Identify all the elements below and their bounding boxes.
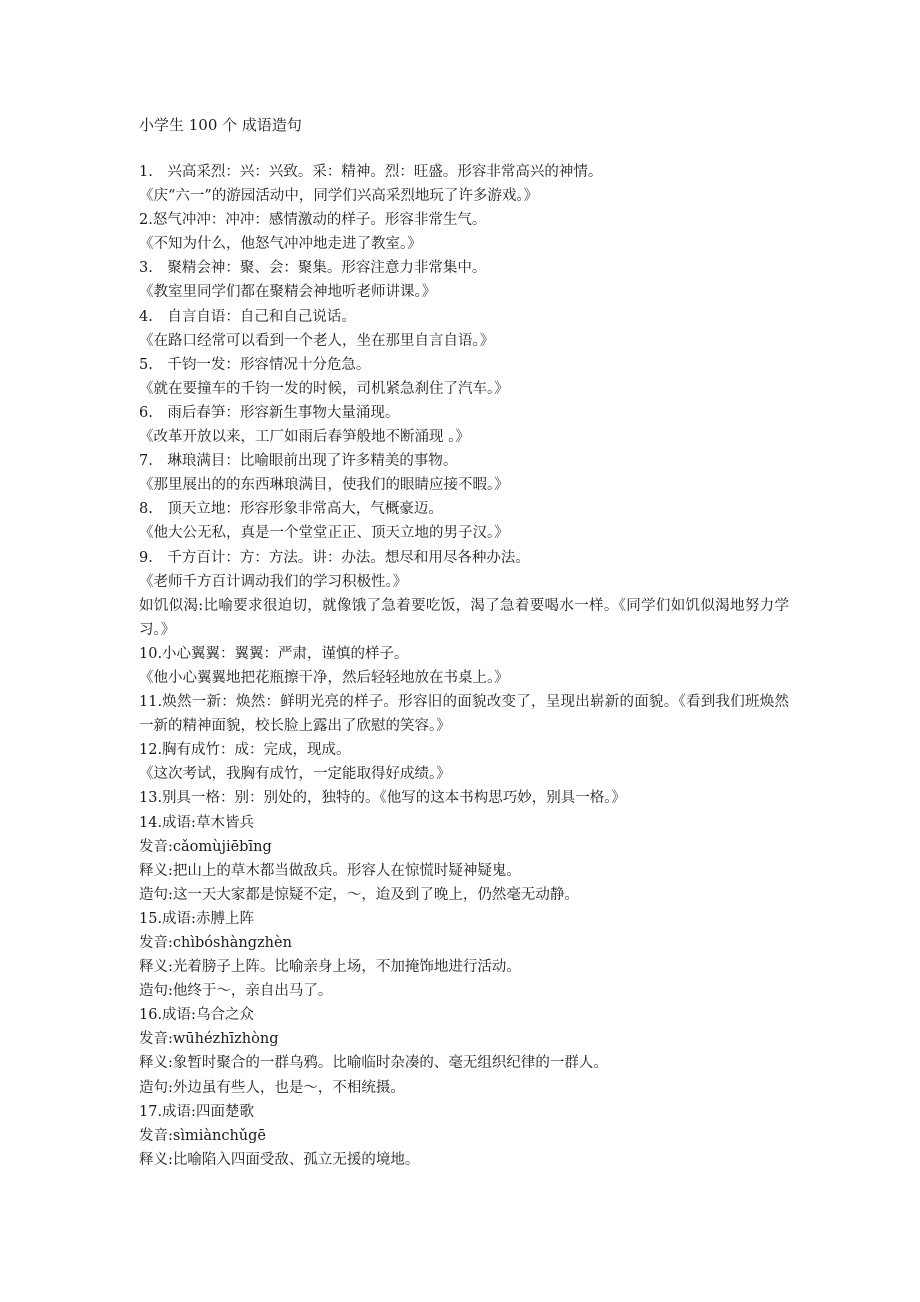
text-line: 《教室里同学们都在聚精会神地听老师讲课。》 xyxy=(139,284,437,301)
text-line: 《他大公无私，真是一个堂堂正正、顶天立地的男子汉。》 xyxy=(139,525,509,542)
text-line: 《就在要撞车的千钧一发的时候，司机紧急刹住了汽车。》 xyxy=(139,380,509,397)
document-title: 小学生 100 个 成语造句 xyxy=(139,116,302,134)
text-line: 《这次考试，我胸有成竹，一定能取得好成绩。》 xyxy=(139,766,451,783)
idiom-list xyxy=(139,160,789,1172)
text-line: 《老师千方百计调动我们的学习积极性。》 xyxy=(139,573,408,590)
text-line: 2.怒气冲冲：冲冲：感情激动的样子。形容非常生气。 xyxy=(139,212,487,229)
text-line: 《不知为什么，他怒气冲冲地走进了教室。》 xyxy=(139,236,422,253)
text-line: 造句:他终于～，亲自出马了。 xyxy=(139,983,333,1000)
text-line: 7. 琳琅满目：比喻眼前出现了许多精美的事物。 xyxy=(139,453,458,470)
text-line: 释义:比喻陷入四面受敌、孤立无援的境地。 xyxy=(139,1151,420,1168)
text-line: 9. 千方百计：方：方法。讲：办法。想尽和用尽各种办法。 xyxy=(139,549,530,566)
text-line: 释义:象暂时聚合的一群乌鸦。比喻临时杂凑的、毫无组织纪律的一群人。 xyxy=(139,1055,608,1072)
text-line: 发音:sìmiànchǔgē xyxy=(139,1127,266,1144)
text-line: 《那里展出的的东西琳琅满目，使我们的眼睛应接不暇。》 xyxy=(139,477,509,494)
text-line: 《在路口经常可以看到一个老人，坐在那里自言自语。》 xyxy=(139,332,495,349)
text-line: 13.别具一格：别：别处的，独特的。《他写的这本书构思巧妙，别具一格。》 xyxy=(139,790,627,807)
text-line: 15.成语:赤膊上阵 xyxy=(139,910,254,927)
text-line: 释义:光着膀子上阵。比喻亲身上场，不加掩饰地进行活动。 xyxy=(139,959,521,976)
text-line: 如饥似渴:比喻要求很迫切，就像饿了急着要吃饭，渴了急着要喝水一样。《同学们如饥似渴地努力学习。》 xyxy=(139,597,789,638)
text-line: 11.焕然一新：焕然：鲜明光亮的样子。形容旧的面貌改变了，呈现出崭新的面貌。《看到我们班焕然一新的精神面貌，校长脸上露出了欣慰的笑容。》 xyxy=(139,694,789,735)
text-line: 发音:cǎomùjiēbīng xyxy=(139,838,272,855)
text-line: 5. 千钧一发：形容情况十分危急。 xyxy=(139,356,371,373)
text-line: 《庆“六一”的游园活动中，同学们兴高采烈地玩了许多游戏。》 xyxy=(139,188,539,205)
text-line: 4. 自言自语：自己和自己说话。 xyxy=(139,308,356,325)
text-line: 10.小心翼翼：翼翼：严肃，谨慎的样子。 xyxy=(139,645,409,662)
text-line: 17.成语:四面楚歌 xyxy=(139,1103,254,1120)
text-line: 发音:wūhézhīzhòng xyxy=(139,1031,279,1048)
text-line: 发音:chìbóshàngzhèn xyxy=(139,935,292,951)
text-line: 《他小心翼翼地把花瓶擦干净，然后轻轻地放在书桌上。》 xyxy=(139,669,509,686)
text-line: 1. 兴高采烈：兴：兴致。采：精神。烈：旺盛。形容非常高兴的神情。 xyxy=(139,164,603,180)
text-line: 造句:这一天大家都是惊疑不定，～，迨及到了晚上，仍然毫无动静。 xyxy=(139,886,579,903)
text-line: 造句:外边虽有些人，也是～，不相统摄。 xyxy=(139,1079,405,1096)
text-line: 8. 顶天立地：形容形象非常高大，气概豪迈。 xyxy=(139,501,443,518)
text-line: 12.胸有成竹：成：完成，现成。 xyxy=(139,742,351,759)
document-body xyxy=(139,114,789,1172)
text-line: 14.成语:草木皆兵 xyxy=(139,814,254,831)
text-line: 《改革开放以来，工厂如雨后春笋般地不断涌现 。》 xyxy=(139,429,470,446)
text-line: 16.成语:乌合之众 xyxy=(139,1007,254,1024)
text-line: 释义:把山上的草木都当做敌兵。形容人在惊慌时疑神疑鬼。 xyxy=(139,862,521,879)
title-spacer xyxy=(139,136,789,160)
text-line: 3. 聚精会神：聚、会：聚集。形容注意力非常集中。 xyxy=(139,260,487,277)
text-line: 6. 雨后春笋：形容新生事物大量涌现。 xyxy=(139,404,400,421)
